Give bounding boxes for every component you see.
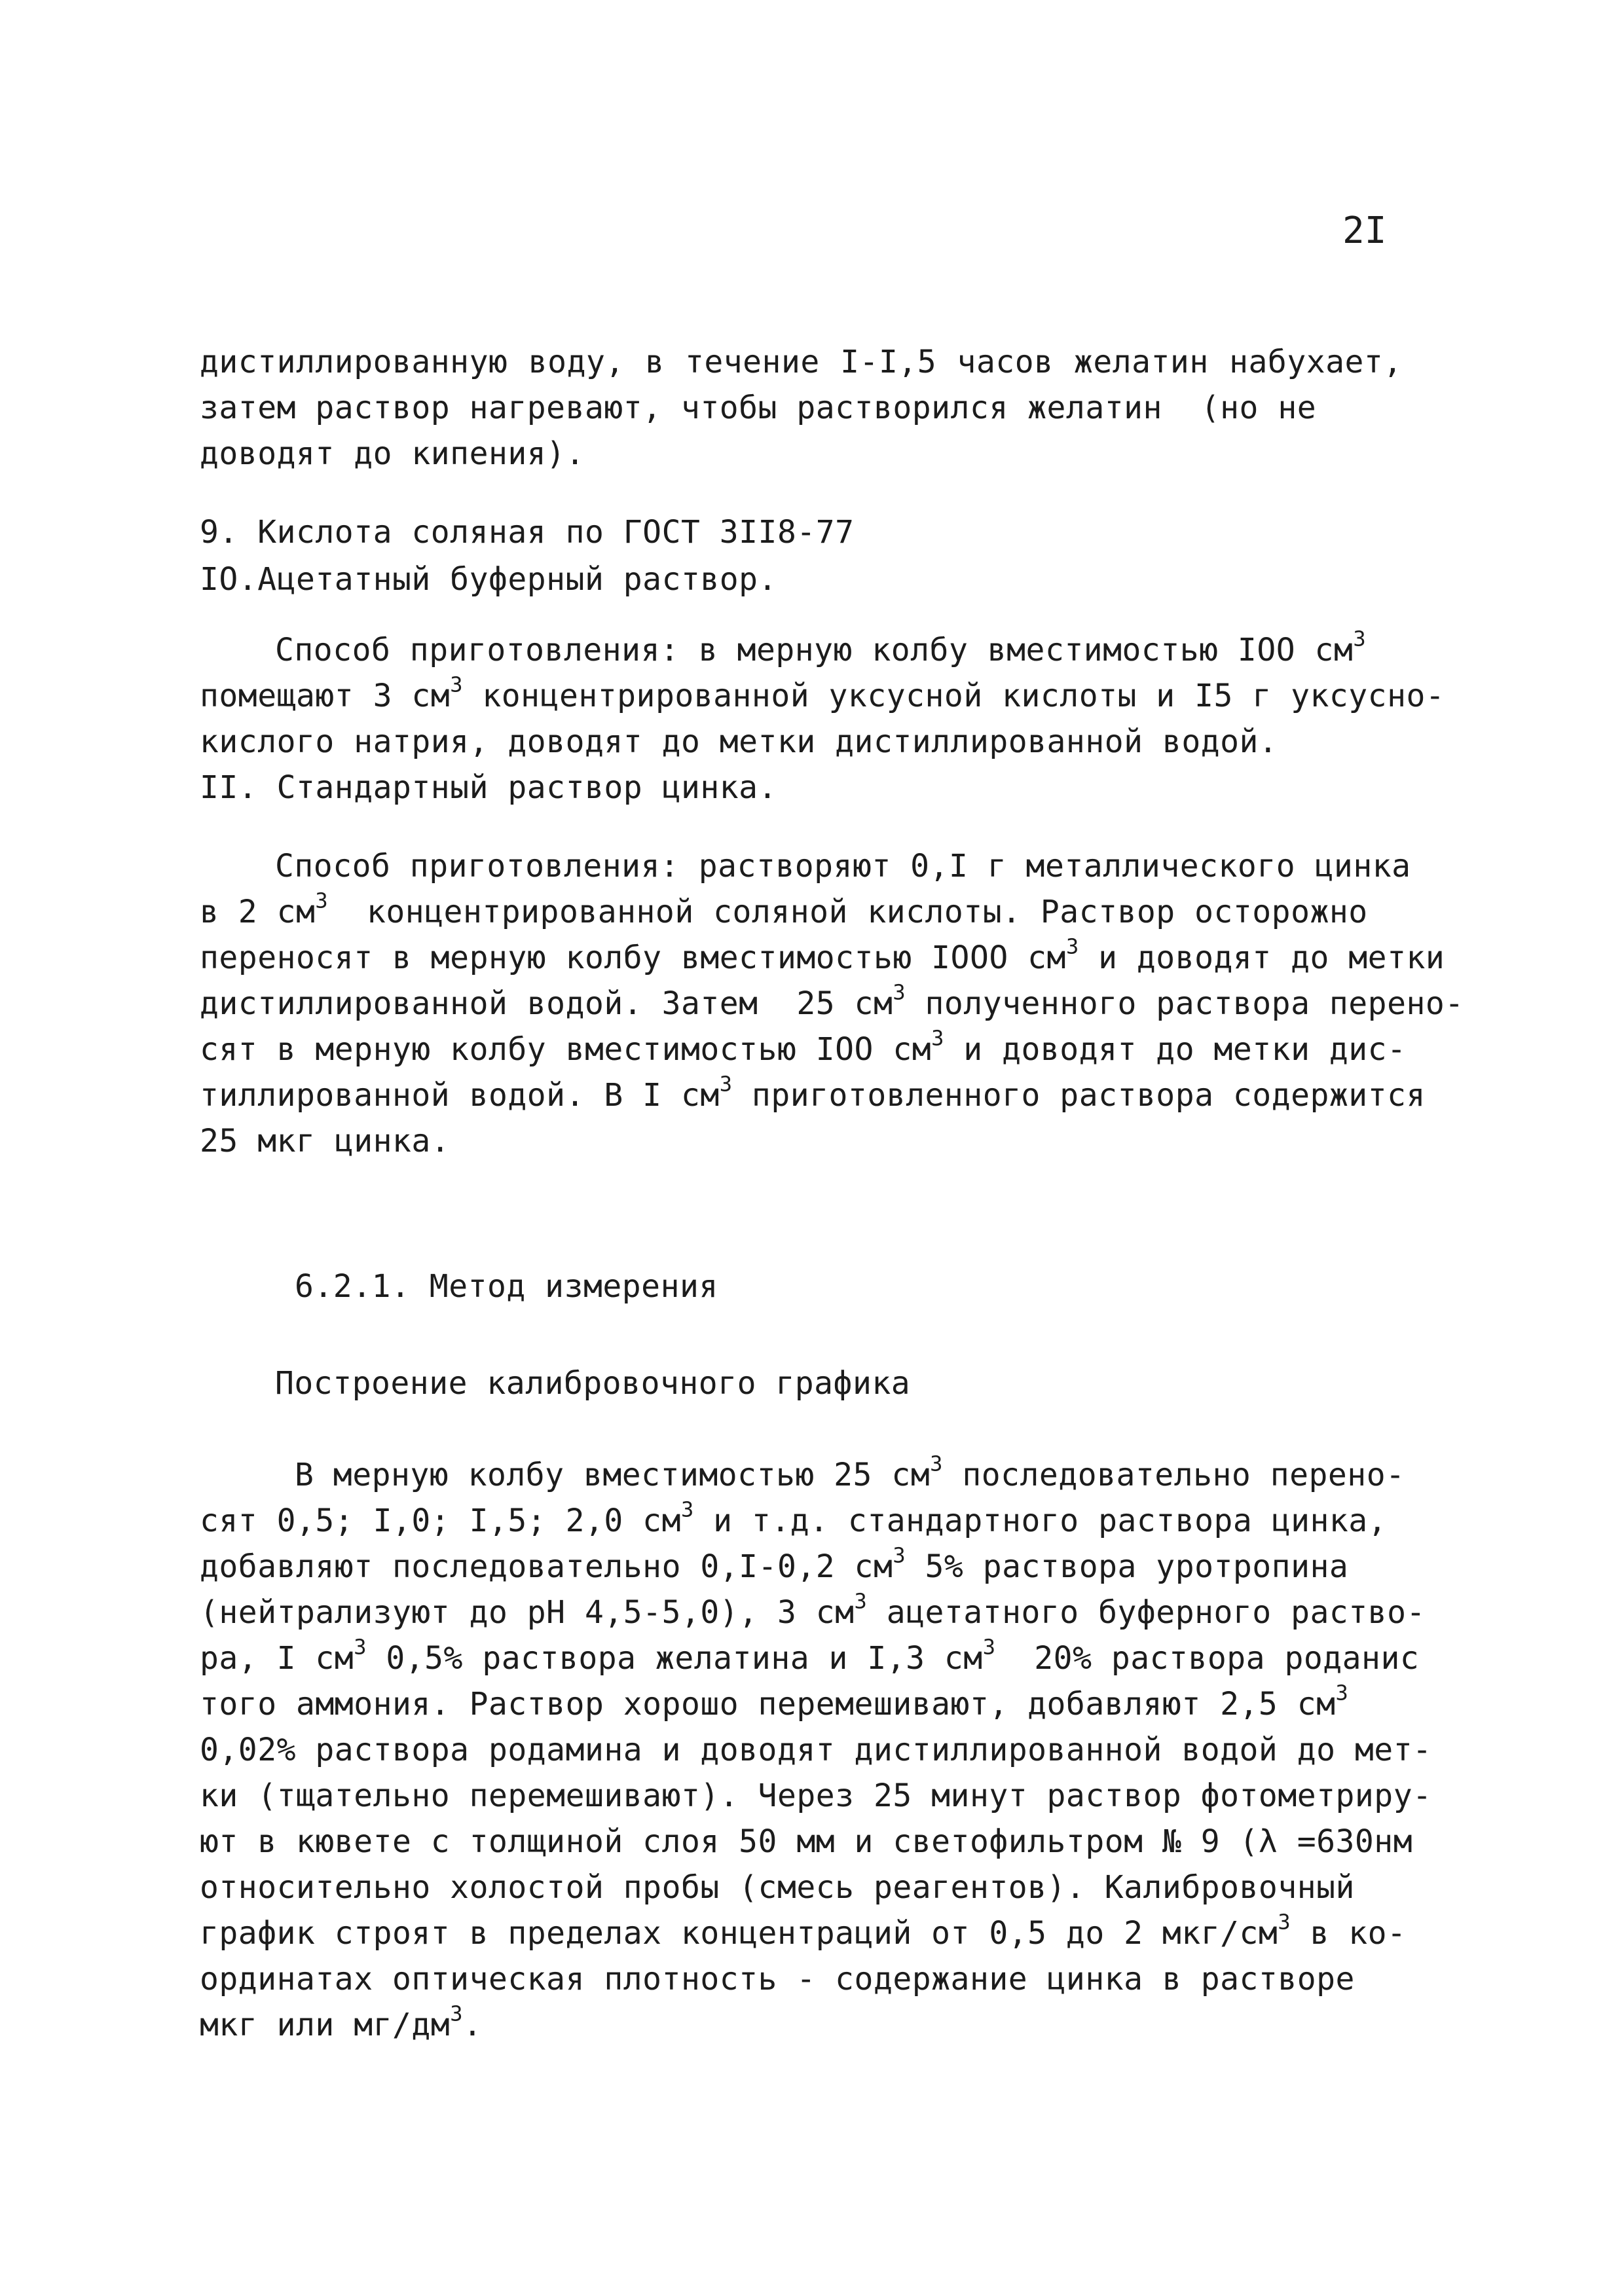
text-line: мкг или $мг/дм^3$. xyxy=(200,2001,483,2043)
section-heading: 6.2.1. Метод измерения xyxy=(295,1268,718,1305)
text-line: Способ приготовления: растворяют 0,I г металлического цинка xyxy=(275,848,1411,884)
page-number: 2I xyxy=(1342,210,1387,252)
text-line: (нейтрализуют до рН 4,5-5,0), 3 $см^3$ ацетатного буферного раство- xyxy=(200,1588,1426,1631)
text-line: помещают 3 $см^3$ концентрированной уксусной кислоты и I5 г уксусно- xyxy=(200,672,1445,714)
text-line: ординатах оптическая плотность - содержание цинка в растворе xyxy=(200,1961,1355,1997)
text-line: дистиллированной водой. Затем 25 $см^3$ полученного раствора перено- xyxy=(200,979,1464,1022)
text-line: ют в кювете с толщиной слоя 50 мм и светофильтром № 9 (λ =630нм xyxy=(200,1823,1413,1860)
subsection-heading: Построение калибровочного графика xyxy=(275,1365,911,1402)
text-line: график строят в пределах концентраций от 0,5 до 2 мкг/$см^3$ в ко- xyxy=(200,1909,1407,1952)
text-line: 0,02% раствора родамина и доводят дистиллированной водой до мет- xyxy=(200,1732,1432,1768)
text-line: В мерную колбу вместимостью 25 $см^3$ последовательно перено- xyxy=(295,1451,1405,1493)
text-line: в 2 $см^3$ концентрированной соляной кислоты. Раствор осторожно xyxy=(200,888,1368,930)
text-line: добавляют последовательно 0,I-0,2 $см^3$ 5% раствора уротропина xyxy=(200,1542,1349,1585)
text-line: дистиллированную воду, в течение I-I,5 часов желатин набухает, xyxy=(200,344,1403,380)
text-line: переносят в мерную колбу вместимостью IOOO $см^3$ и доводят до метки xyxy=(200,934,1445,976)
list-item: 9. Кислота соляная по ГОСТ 3II8-77 xyxy=(200,514,855,551)
text-line: тиллированной водой. В I $см^3$ приготовленного раствора содержится xyxy=(200,1071,1426,1114)
text-line: того аммония. Раствор хорошо перемешивают, добавляют 2,5 $см^3$ xyxy=(200,1680,1349,1722)
text-line: 25 мкг цинка. xyxy=(200,1123,451,1159)
text-line: сят 0,5; I,0; I,5; 2,0 $см^3$ и т.д. стандартного раствора цинка, xyxy=(200,1497,1388,1539)
text-line: Способ приготовления: в мерную колбу вместимостью IOO $см^3$ xyxy=(275,626,1367,668)
text-line: затем раствор нагревают, чтобы растворился желатин (но не xyxy=(200,390,1317,426)
text-line: ки (тщательно перемешивают). Через 25 минут раствор фотометриру- xyxy=(200,1777,1432,1814)
text-line: кислого натрия, доводят до метки дистиллированной водой. xyxy=(200,723,1278,760)
list-item: II. Стандартный раствор цинка. xyxy=(200,769,777,806)
text-line: относительно холостой пробы (смесь реагентов). Калибровочный xyxy=(200,1869,1355,1906)
text-line: доводят до кипения). xyxy=(200,435,585,472)
text-line: ра, I $см^3$ 0,5% раствора желатина и I,3 $см^3$ 20% раствора роданис xyxy=(200,1634,1420,1677)
text-line: сят в мерную колбу вместимостью IOO $см^3$ и доводят до метки дис- xyxy=(200,1025,1407,1068)
list-item: IO.Ацетатный буферный раствор. xyxy=(200,561,777,598)
